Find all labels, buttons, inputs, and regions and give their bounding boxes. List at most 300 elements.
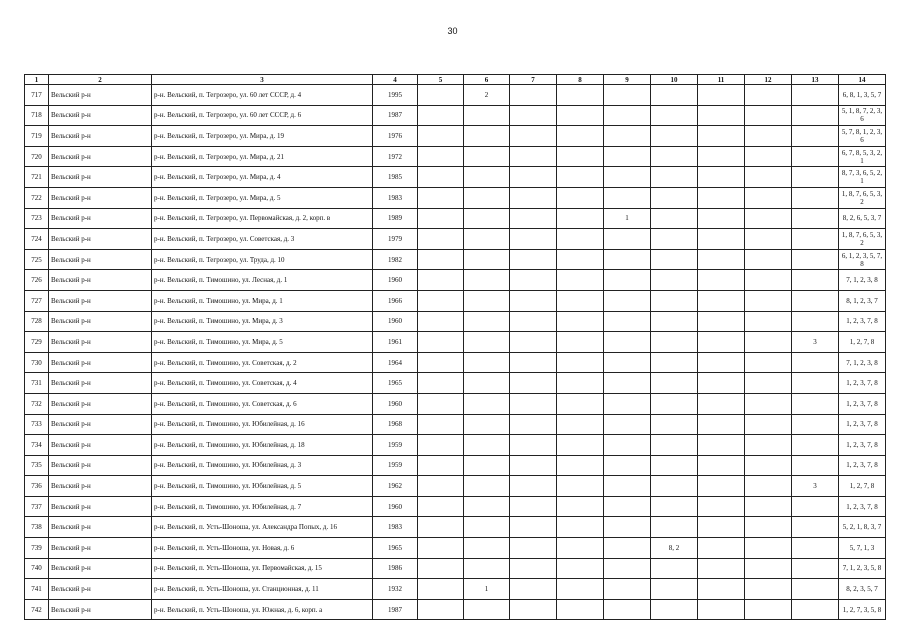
table-cell: 1960	[373, 496, 418, 517]
table-cell	[557, 496, 604, 517]
table-cell: 733	[25, 414, 49, 435]
table-cell	[604, 476, 651, 497]
table-cell: 7, 1, 2, 3, 5, 8	[839, 558, 886, 579]
table-cell: 8, 2, 3, 5, 7	[839, 579, 886, 600]
table-cell	[745, 290, 792, 311]
table-cell	[604, 435, 651, 456]
table-cell	[557, 435, 604, 456]
table-row	[25, 105, 886, 126]
table-cell: р-н. Вельский, п. Усть-Шоноша, ул. Александра Попых, д. 16	[152, 517, 373, 538]
table-cell	[604, 558, 651, 579]
table-cell: 1960	[373, 311, 418, 332]
table-cell	[651, 85, 698, 106]
table-cell	[418, 208, 464, 229]
table-row	[25, 393, 886, 414]
table-cell	[745, 270, 792, 291]
table-cell	[604, 167, 651, 188]
table-row	[25, 435, 886, 456]
table-cell	[792, 126, 839, 147]
table-cell	[464, 208, 510, 229]
table-cell: 735	[25, 455, 49, 476]
table-cell	[792, 167, 839, 188]
table-cell: р-н. Вельский, п. Усть-Шоноша, ул. Новая, д. 6	[152, 538, 373, 559]
table-cell	[464, 270, 510, 291]
table-cell: р-н. Вельский, п. Тимошино, ул. Мира, д. 5	[152, 332, 373, 353]
table-cell	[510, 229, 557, 250]
table-cell: 8, 2	[651, 538, 698, 559]
table-cell: Вельский р-н	[49, 579, 152, 600]
table-cell: 737	[25, 496, 49, 517]
table-cell: р-н. Вельский, п. Тегрозеро, ул. Мира, д. 21	[152, 146, 373, 167]
table-cell	[510, 311, 557, 332]
table-cell	[557, 167, 604, 188]
table-cell: 1989	[373, 208, 418, 229]
table-cell	[651, 558, 698, 579]
table-cell	[792, 496, 839, 517]
table-cell: 1932	[373, 579, 418, 600]
table-cell	[557, 579, 604, 600]
table-cell: Вельский р-н	[49, 517, 152, 538]
table-cell: 721	[25, 167, 49, 188]
table-cell	[698, 105, 745, 126]
table-cell	[557, 208, 604, 229]
table-cell	[510, 208, 557, 229]
table-cell: р-н. Вельский, п. Тимошино, ул. Лесная, д. 1	[152, 270, 373, 291]
table-cell: Вельский р-н	[49, 229, 152, 250]
table-cell: 1982	[373, 249, 418, 270]
table-cell	[745, 311, 792, 332]
table-cell	[604, 187, 651, 208]
table-cell	[792, 579, 839, 600]
table-cell	[792, 435, 839, 456]
table-cell	[464, 311, 510, 332]
table-cell: Вельский р-н	[49, 126, 152, 147]
table-cell	[510, 352, 557, 373]
table-cell	[418, 311, 464, 332]
table-cell: Вельский р-н	[49, 538, 152, 559]
table-cell	[792, 352, 839, 373]
table-cell	[792, 229, 839, 250]
table-cell	[464, 393, 510, 414]
table-cell: 1985	[373, 167, 418, 188]
table-cell: 1983	[373, 517, 418, 538]
table-cell: 730	[25, 352, 49, 373]
table-cell: 1, 2, 7, 3, 5, 8	[839, 599, 886, 620]
table-cell: 1979	[373, 229, 418, 250]
table-cell	[745, 599, 792, 620]
table-cell	[604, 229, 651, 250]
table-cell	[745, 187, 792, 208]
table-cell	[698, 270, 745, 291]
table-cell	[604, 496, 651, 517]
table-cell	[510, 167, 557, 188]
table-row	[25, 352, 886, 373]
table-cell	[418, 270, 464, 291]
table-cell	[464, 249, 510, 270]
table-cell	[792, 208, 839, 229]
table-cell: 1976	[373, 126, 418, 147]
table-cell: 723	[25, 208, 49, 229]
table-cell: 728	[25, 311, 49, 332]
table-cell	[698, 455, 745, 476]
table-cell: 6, 8, 1, 3, 5, 7	[839, 85, 886, 106]
table-cell	[745, 146, 792, 167]
column-header: 9	[604, 75, 651, 85]
table-cell: 1966	[373, 290, 418, 311]
table-cell	[604, 538, 651, 559]
table-cell: 1, 2, 7, 8	[839, 476, 886, 497]
table-cell: 740	[25, 558, 49, 579]
table-cell	[651, 105, 698, 126]
table-cell	[557, 105, 604, 126]
table-cell	[651, 249, 698, 270]
table-cell: 1960	[373, 393, 418, 414]
table-cell: 1	[464, 579, 510, 600]
table-cell	[510, 496, 557, 517]
table-cell	[651, 187, 698, 208]
table-cell	[651, 352, 698, 373]
column-header: 8	[557, 75, 604, 85]
table-cell: 732	[25, 393, 49, 414]
table-cell	[510, 270, 557, 291]
table-cell: Вельский р-н	[49, 476, 152, 497]
table-cell	[792, 249, 839, 270]
table-cell: р-н. Вельский, п. Тегрозеро, ул. Мира, д. 5	[152, 187, 373, 208]
table-cell	[745, 352, 792, 373]
table-cell	[698, 496, 745, 517]
table-cell: 3	[792, 332, 839, 353]
table-cell: 1, 2, 3, 7, 8	[839, 393, 886, 414]
table-cell	[557, 229, 604, 250]
table-cell	[792, 146, 839, 167]
table-cell: р-н. Вельский, п. Тимошино, ул. Советская, д. 4	[152, 373, 373, 394]
table-cell	[510, 332, 557, 353]
table-cell: 1995	[373, 85, 418, 106]
table-cell	[464, 496, 510, 517]
table-cell	[604, 105, 651, 126]
table-cell	[698, 167, 745, 188]
table-cell	[464, 538, 510, 559]
table-cell: р-н. Вельский, п. Тегрозеро, ул. 60 лет СССР, д. 4	[152, 85, 373, 106]
table-cell: Вельский р-н	[49, 455, 152, 476]
table-cell	[557, 538, 604, 559]
table-cell: 724	[25, 229, 49, 250]
table-cell	[792, 311, 839, 332]
table-cell	[698, 393, 745, 414]
table-cell: 1, 2, 3, 7, 8	[839, 373, 886, 394]
table-cell: Вельский р-н	[49, 435, 152, 456]
table-cell: 1986	[373, 558, 418, 579]
table-cell	[792, 393, 839, 414]
table-cell: 2	[464, 85, 510, 106]
table-cell	[464, 105, 510, 126]
table-cell	[510, 146, 557, 167]
table-cell: Вельский р-н	[49, 290, 152, 311]
table-cell: Вельский р-н	[49, 270, 152, 291]
table-cell: 736	[25, 476, 49, 497]
table-cell	[651, 496, 698, 517]
table-cell: 719	[25, 126, 49, 147]
table-cell: 8, 1, 2, 3, 7	[839, 290, 886, 311]
table-cell: 1961	[373, 332, 418, 353]
table-cell	[792, 105, 839, 126]
table-cell	[418, 85, 464, 106]
table-cell	[698, 517, 745, 538]
table-cell	[510, 517, 557, 538]
table-cell: 1, 8, 7, 6, 5, 3, 2	[839, 229, 886, 250]
table-cell: 6, 1, 2, 3, 5, 7, 8	[839, 249, 886, 270]
table-cell	[464, 517, 510, 538]
table-cell: 722	[25, 187, 49, 208]
table-cell	[651, 126, 698, 147]
table-cell: 1972	[373, 146, 418, 167]
table-cell	[651, 517, 698, 538]
table-cell: Вельский р-н	[49, 558, 152, 579]
table-cell: 7, 1, 2, 3, 8	[839, 270, 886, 291]
table-cell	[651, 476, 698, 497]
table-cell	[557, 393, 604, 414]
table-cell: Вельский р-н	[49, 599, 152, 620]
table-cell: 718	[25, 105, 49, 126]
table-cell: Вельский р-н	[49, 187, 152, 208]
table-cell	[745, 393, 792, 414]
table-cell	[464, 126, 510, 147]
table-cell	[418, 373, 464, 394]
table-cell: 1, 2, 3, 7, 8	[839, 435, 886, 456]
table-cell	[604, 332, 651, 353]
table-cell	[510, 126, 557, 147]
column-header: 4	[373, 75, 418, 85]
table-cell: Вельский р-н	[49, 414, 152, 435]
table-cell	[698, 290, 745, 311]
table-cell	[510, 290, 557, 311]
table-cell	[745, 85, 792, 106]
table-row	[25, 146, 886, 167]
table-row	[25, 249, 886, 270]
table-row	[25, 455, 886, 476]
table-cell: Вельский р-н	[49, 249, 152, 270]
table-cell	[651, 435, 698, 456]
table-cell: р-н. Вельский, п. Тимошино, ул. Юбилейная, д. 18	[152, 435, 373, 456]
table-cell	[698, 187, 745, 208]
table-cell	[418, 126, 464, 147]
table-cell	[698, 352, 745, 373]
table-cell	[464, 332, 510, 353]
table-cell	[557, 249, 604, 270]
table-cell	[418, 414, 464, 435]
table-cell	[698, 558, 745, 579]
table-row	[25, 167, 886, 188]
table-cell	[745, 517, 792, 538]
page-number: 30	[447, 26, 458, 36]
table-cell	[651, 332, 698, 353]
table-cell	[651, 414, 698, 435]
table-cell	[604, 414, 651, 435]
table-row	[25, 538, 886, 559]
table-cell: 1, 2, 3, 7, 8	[839, 414, 886, 435]
table-cell	[510, 538, 557, 559]
table-cell	[418, 455, 464, 476]
table-cell	[510, 599, 557, 620]
table-cell: 1	[604, 208, 651, 229]
table-cell	[698, 538, 745, 559]
table-cell: 1964	[373, 352, 418, 373]
table-cell	[698, 249, 745, 270]
table-cell: 8, 7, 3, 6, 5, 2, 1	[839, 167, 886, 188]
column-header: 6	[464, 75, 510, 85]
column-header: 3	[152, 75, 373, 85]
table-row	[25, 208, 886, 229]
table-cell: 720	[25, 146, 49, 167]
table-cell: р-н. Вельский, п. Тегрозеро, ул. Мира, д. 19	[152, 126, 373, 147]
table-cell	[745, 249, 792, 270]
table-cell	[698, 476, 745, 497]
table-cell	[557, 85, 604, 106]
table-cell	[604, 249, 651, 270]
table-cell	[557, 558, 604, 579]
table-cell	[418, 187, 464, 208]
table-row	[25, 476, 886, 497]
table-cell	[604, 352, 651, 373]
table-cell: 5, 7, 8, 1, 2, 3, 6	[839, 126, 886, 147]
table-cell: 3	[792, 476, 839, 497]
table-row	[25, 517, 886, 538]
table-cell	[792, 538, 839, 559]
table-cell	[604, 599, 651, 620]
table-cell: р-н. Вельский, п. Тегрозеро, ул. Мира, д. 4	[152, 167, 373, 188]
table-cell	[510, 85, 557, 106]
table-row	[25, 496, 886, 517]
table-cell: Вельский р-н	[49, 373, 152, 394]
table-cell: Вельский р-н	[49, 105, 152, 126]
table-cell: 7, 1, 2, 3, 8	[839, 352, 886, 373]
table-cell	[604, 373, 651, 394]
table-cell	[745, 496, 792, 517]
table-cell	[745, 414, 792, 435]
table-cell	[604, 85, 651, 106]
table-cell	[557, 373, 604, 394]
table-cell	[651, 208, 698, 229]
table-cell: р-н. Вельский, п. Тимошино, ул. Мира, д. 1	[152, 290, 373, 311]
table-cell	[745, 455, 792, 476]
table-cell: 1968	[373, 414, 418, 435]
table-cell: р-н. Вельский, п. Тимошино, ул. Юбилейная, д. 3	[152, 455, 373, 476]
table-cell: р-н. Вельский, п. Тимошино, ул. Юбилейная, д. 16	[152, 414, 373, 435]
table-cell	[510, 435, 557, 456]
table-cell	[651, 229, 698, 250]
table-row	[25, 187, 886, 208]
table-cell: р-н. Вельский, п. Тимошино, ул. Юбилейная, д. 7	[152, 496, 373, 517]
table-cell	[418, 105, 464, 126]
table-cell	[604, 455, 651, 476]
table-cell	[651, 146, 698, 167]
table-cell	[510, 476, 557, 497]
table-cell	[464, 352, 510, 373]
table-cell	[698, 208, 745, 229]
table-row	[25, 85, 886, 106]
table-cell: 1987	[373, 105, 418, 126]
table-cell: Вельский р-н	[49, 311, 152, 332]
column-header: 11	[698, 75, 745, 85]
table-cell: 738	[25, 517, 49, 538]
table-cell	[651, 579, 698, 600]
table-cell: Вельский р-н	[49, 332, 152, 353]
table-cell	[418, 517, 464, 538]
table-cell: Вельский р-н	[49, 208, 152, 229]
table-cell	[464, 558, 510, 579]
table-cell	[418, 332, 464, 353]
table-row	[25, 579, 886, 600]
table-cell	[604, 270, 651, 291]
table-cell: р-н. Вельский, п. Тимошино, ул. Советская, д. 2	[152, 352, 373, 373]
table-cell: 1965	[373, 538, 418, 559]
column-header: 5	[418, 75, 464, 85]
table-cell	[464, 373, 510, 394]
table-cell: р-н. Вельский, п. Тимошино, ул. Мира, д. 3	[152, 311, 373, 332]
table-row	[25, 290, 886, 311]
table-cell: Вельский р-н	[49, 167, 152, 188]
table-cell	[698, 229, 745, 250]
table-row	[25, 373, 886, 394]
table-cell	[698, 126, 745, 147]
table-cell	[464, 187, 510, 208]
table-cell	[698, 373, 745, 394]
table-cell: 1, 2, 3, 7, 8	[839, 496, 886, 517]
table-cell	[604, 146, 651, 167]
table-cell	[418, 290, 464, 311]
table-cell	[792, 373, 839, 394]
table-cell: р-н. Вельский, п. Тегрозеро, ул. 60 лет СССР, д. 6	[152, 105, 373, 126]
table-cell	[792, 558, 839, 579]
table-cell	[510, 373, 557, 394]
table-cell	[418, 476, 464, 497]
table-cell: 726	[25, 270, 49, 291]
table-cell	[418, 435, 464, 456]
table-row	[25, 599, 886, 620]
table-row	[25, 558, 886, 579]
table-cell	[557, 476, 604, 497]
table-cell	[651, 599, 698, 620]
table-row	[25, 332, 886, 353]
table-cell: р-н. Вельский, п. Тимошино, ул. Советская, д. 6	[152, 393, 373, 414]
table-cell: 1987	[373, 599, 418, 620]
table-cell	[698, 146, 745, 167]
table-cell: р-н. Вельский, п. Усть-Шоноша, ул. Южная, д. 6, корп. а	[152, 599, 373, 620]
table-cell: р-н. Вельский, п. Тегрозеро, ул. Первомайская, д. 2, корп. в	[152, 208, 373, 229]
table-cell	[745, 167, 792, 188]
table-header-row	[25, 75, 886, 85]
table-cell: 1965	[373, 373, 418, 394]
table-cell: 741	[25, 579, 49, 600]
table-cell	[745, 229, 792, 250]
table-cell: 5, 7, 1, 3	[839, 538, 886, 559]
table-cell	[510, 558, 557, 579]
table-cell	[418, 249, 464, 270]
table-cell	[464, 146, 510, 167]
table-cell: 5, 2, 1, 8, 3, 7	[839, 517, 886, 538]
table-cell	[604, 517, 651, 538]
table-cell	[651, 393, 698, 414]
table-cell	[745, 538, 792, 559]
table-cell	[464, 476, 510, 497]
table-cell: 8, 2, 6, 5, 3, 7	[839, 208, 886, 229]
table-cell	[510, 455, 557, 476]
table-cell	[464, 414, 510, 435]
table-cell	[745, 105, 792, 126]
table-cell	[745, 579, 792, 600]
table-cell	[557, 146, 604, 167]
table-cell	[418, 558, 464, 579]
